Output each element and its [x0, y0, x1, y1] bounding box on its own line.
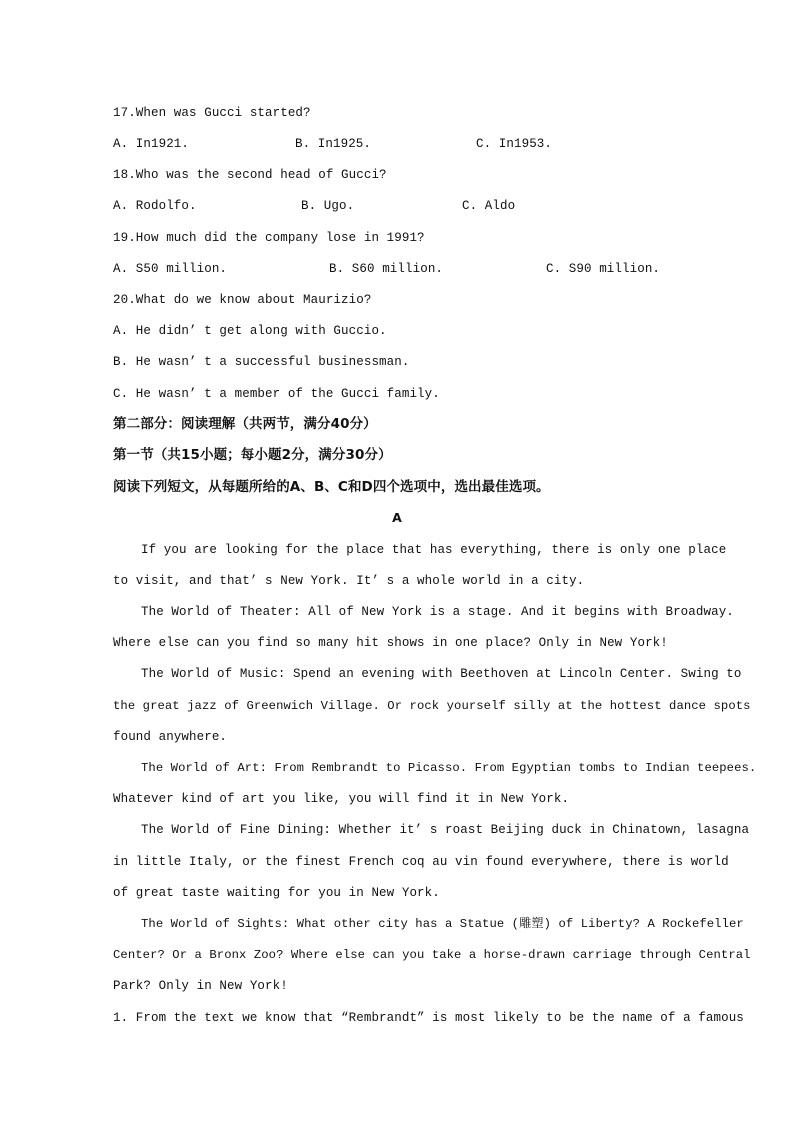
question-18-option-a: A. Rodolfo.	[113, 199, 197, 213]
passage-p2-line2: Where else can you find so many hit shows in one place? Only in New York!	[113, 636, 668, 650]
question-19-option-b: B. S60 million.	[329, 262, 444, 276]
question-18-option-c: C. Aldo	[462, 199, 516, 213]
question-20-option-c: C. He wasn’ t a member of the Gucci family.	[113, 387, 440, 401]
question-19-option-a: A. S50 million.	[113, 262, 228, 276]
passage-p1-line1: If you are looking for the place that has everything, there is only one place	[141, 543, 727, 557]
passage-p6-line1: The World of Sights: What other city has a Statue (雕塑) of Liberty? A Rockefeller	[141, 917, 744, 931]
subsection-title: 第一节（共15小题；每小题2分，满分30分）	[113, 447, 392, 463]
question-20-option-b: B. He wasn’ t a successful businessman.	[113, 355, 410, 369]
passage-p5-line3: of great taste waiting for you in New York.	[113, 886, 440, 900]
question-17-option-b: B. In1925.	[295, 137, 372, 151]
question-20-option-a: A. He didn’ t get along with Guccio.	[113, 324, 387, 338]
passage-p4-line2: Whatever kind of art you like, you will find it in New York.	[113, 792, 570, 806]
question-18-option-b: B. Ugo.	[301, 199, 355, 213]
part-title: 第二部分：阅读理解（共两节，满分40分）	[113, 416, 377, 432]
passage-p3-line3: found anywhere.	[113, 730, 228, 744]
question-19-option-c: C. S90 million.	[546, 262, 661, 276]
question-17-option-c: C. In1953.	[476, 137, 553, 151]
passage-p2-line1: The World of Theater: All of New York is a stage. And it begins with Broadway.	[141, 605, 734, 619]
question-18-stem: 18.Who was the second head of Gucci?	[113, 168, 387, 182]
passage-p3-line2: the great jazz of Greenwich Village. Or rock yourself silly at the hottest dance spots	[113, 699, 751, 713]
question-20-stem: 20.What do we know about Maurizio?	[113, 293, 372, 307]
passage-label: A	[392, 510, 402, 525]
passage-p3-line1: The World of Music: Spend an evening with Beethoven at Lincoln Center. Swing to	[141, 667, 742, 681]
question-19-stem: 19.How much did the company lose in 1991?	[113, 231, 425, 245]
question-17-option-a: A. In1921.	[113, 137, 190, 151]
question-1-stem: 1. From the text we know that “Rembrandt” is most likely to be the name of a famous	[113, 1011, 744, 1025]
question-17-stem: 17.When was Gucci started?	[113, 106, 311, 120]
passage-p4-line1: The World of Art: From Rembrandt to Picasso. From Egyptian tombs to Indian teepees.	[141, 761, 757, 775]
passage-p6-line3: Park? Only in New York!	[113, 979, 288, 993]
passage-p6-line2: Center? Or a Bronx Zoo? Where else can you take a horse-drawn carriage through Central	[113, 948, 751, 962]
passage-p5-line1: The World of Fine Dining: Whether it’ s roast Beijing duck in Chinatown, lasagna	[141, 823, 750, 837]
passage-p1-line2: to visit, and that’ s New York. It’ s a whole world in a city.	[113, 574, 585, 588]
instruction: 阅读下列短文，从每题所给的A、B、C和D四个选项中，选出最佳选项。	[113, 479, 550, 495]
passage-p5-line2: in little Italy, or the finest French coq au vin found everywhere, there is world	[113, 855, 729, 869]
